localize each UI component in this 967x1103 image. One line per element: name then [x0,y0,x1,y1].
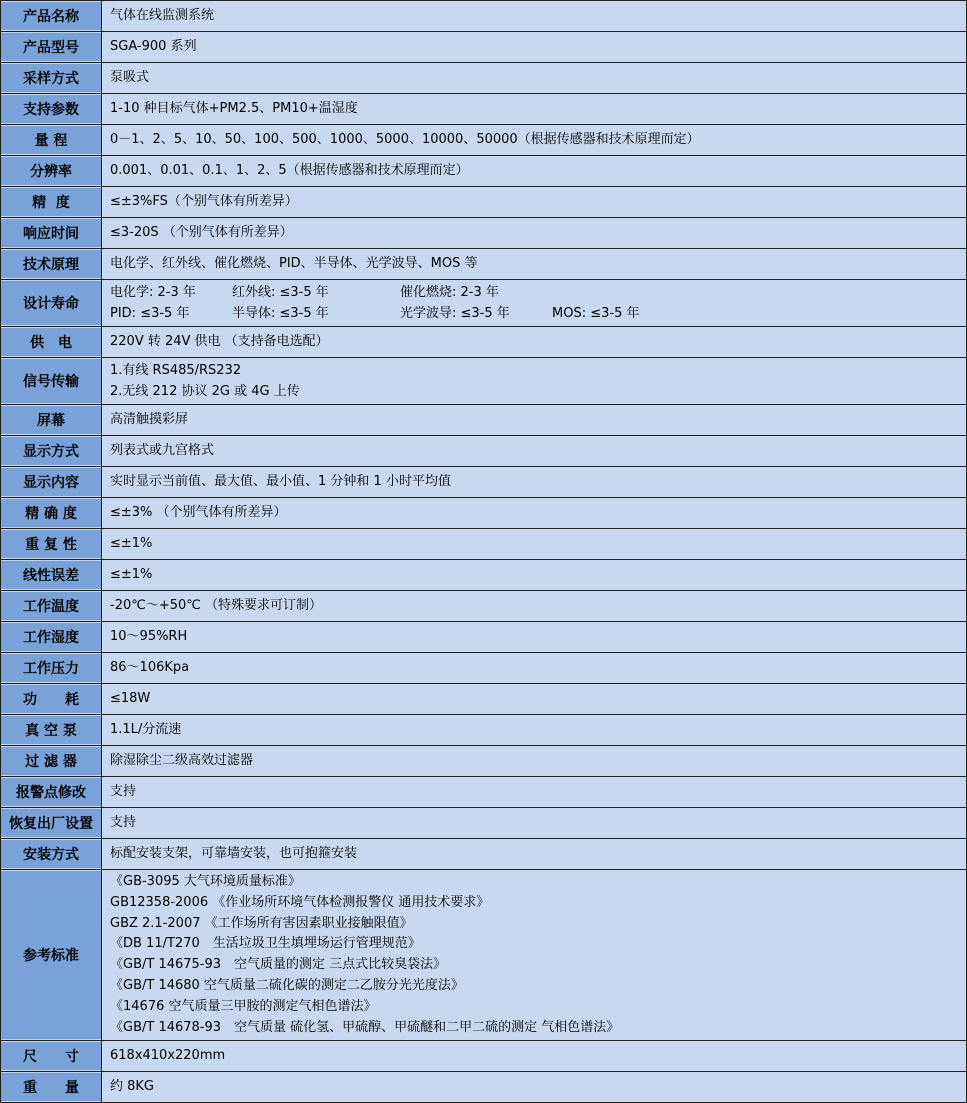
table-row [1,622,967,653]
spec-label: 显示内容 [1,467,102,498]
table-row [1,187,967,218]
lifespan-line [110,282,960,303]
spec-label: 工作湿度 [1,622,102,653]
lifespan-item: 红外线: ≤3-5 年 [232,285,329,300]
lifespan-item: 催化燃烧: 2-3 年 [400,285,499,300]
standard-item: GBZ 2.1-2007 《工作场所有害因素职业接触限值》 [110,915,413,931]
spec-label: 重 复 性 [1,529,102,560]
lifespan-item: MOS: ≤3-5 年 [552,306,640,321]
table-row [1,436,967,467]
lifespan-line [110,303,960,324]
lifespan-item: 电化学: 2-3 年 [110,285,196,300]
table-row [1,467,967,498]
table-row [1,125,967,156]
lifespan-item: 光学波导: ≤3-5 年 [400,306,510,321]
table-row [1,156,967,187]
table-row [1,1041,967,1072]
table-row [1,327,967,358]
table-row [1,94,967,125]
spec-label: 精 确 度 [1,498,102,529]
spec-label: 恢复出厂设置 [1,808,102,839]
spec-label: 量 程 [1,125,102,156]
table-row [1,529,967,560]
standard-item: 《14676 空气质量三甲胺的测定气相色谱法》 [110,998,377,1014]
spec-label: 产品名称 [1,1,102,32]
spec-value [102,280,967,327]
table-row [1,591,967,622]
spec-value: ≤±1% [102,560,967,591]
table-row [1,715,967,746]
spec-table-body [1,1,967,1103]
standard-item: 《GB/T 14675-93 空气质量的测定 三点式比较臭袋法》 [110,957,447,973]
spec-label: 信号传输 [1,358,102,405]
table-row [1,777,967,808]
table-row [1,218,967,249]
spec-label: 采样方式 [1,63,102,94]
spec-value [102,358,967,405]
table-row [1,1072,967,1103]
spec-label: 显示方式 [1,436,102,467]
spec-value: ≤18W [102,684,967,715]
table-row [1,405,967,436]
table-row [1,280,967,327]
standard-item: 《DB 11/T270 生活垃圾卫生填埋场运行管理规范》 [110,936,421,952]
table-row [1,249,967,280]
spec-label: 工作温度 [1,591,102,622]
spec-label: 设计寿命 [1,280,102,327]
value-line: 2.无线 212 协议 2G 或 4G 上传 [110,384,300,399]
spec-label: 报警点修改 [1,777,102,808]
table-row [1,32,967,63]
spec-label: 尺 寸 [1,1041,102,1072]
spec-value: 支持 [102,808,967,839]
spec-value: ≤3-20S （个别气体有所差异） [102,218,967,249]
table-row [1,498,967,529]
spec-value: 86～106Kpa [102,653,967,684]
spec-label: 产品型号 [1,32,102,63]
spec-label: 参考标准 [1,870,102,1041]
spec-label: 线性误差 [1,560,102,591]
spec-label: 分辨率 [1,156,102,187]
spec-label: 工作压力 [1,653,102,684]
lifespan-item: PID: ≤3-5 年 [110,306,190,321]
spec-value: ≤±1% [102,529,967,560]
spec-value: -20℃～+50℃ （特殊要求可订制） [102,591,967,622]
table-row [1,746,967,777]
spec-label: 精 度 [1,187,102,218]
spec-label: 安装方式 [1,839,102,870]
spec-label: 屏幕 [1,405,102,436]
spec-value [102,870,967,1041]
spec-value: 1-10 种目标气体+PM2.5、PM10+温湿度 [102,94,967,125]
table-row [1,560,967,591]
spec-label: 过 滤 器 [1,746,102,777]
spec-label: 支持参数 [1,94,102,125]
table-row [1,808,967,839]
spec-label: 响应时间 [1,218,102,249]
table-row [1,653,967,684]
spec-value: 支持 [102,777,967,808]
lifespan-item: 半导体: ≤3-5 年 [232,306,329,321]
spec-value: 约 8KG [102,1072,967,1103]
table-row [1,684,967,715]
spec-label: 真 空 泵 [1,715,102,746]
spec-value: ≤±3%FS（个别气体有所差异） [102,187,967,218]
spec-value: 0－1、2、5、10、50、100、500、1000、5000、10000、50000（根据传感器和技术原理而定） [102,125,967,156]
spec-label: 功 耗 [1,684,102,715]
spec-value: 618x410x220mm [102,1041,967,1072]
spec-value: 10～95%RH [102,622,967,653]
spec-value: 除湿除尘二级高效过滤器 [102,746,967,777]
standard-item: GB12358-2006 《作业场所环境气体检测报警仪 通用技术要求》 [110,894,490,910]
table-row [1,358,967,405]
spec-value: 泵吸式 [102,63,967,94]
spec-label: 供 电 [1,327,102,358]
spec-label: 技术原理 [1,249,102,280]
spec-value: 标配安装支架，可靠墙安装，也可抱箍安装 [102,839,967,870]
spec-value: 高清触摸彩屏 [102,405,967,436]
spec-value: 气体在线监测系统 [102,1,967,32]
table-row [1,870,967,1041]
table-row [1,1,967,32]
spec-value: 220V 转 24V 供电 （支持备电选配） [102,327,967,358]
spec-value: 1.1L/分流速 [102,715,967,746]
spec-value: 实时显示当前值、最大值、最小值、1 分钟和 1 小时平均值 [102,467,967,498]
spec-value: 0.001、0.01、0.1、1、2、5（根据传感器和技术原理而定） [102,156,967,187]
standard-item: 《GB/T 14680 空气质量二硫化碳的测定二乙胺分光光度法》 [110,977,464,993]
spec-label: 重 量 [1,1072,102,1103]
spec-value: 电化学、红外线、催化燃烧、PID、半导体、光学波导、MOS 等 [102,249,967,280]
spec-value: ≤±3% （个别气体有所差异） [102,498,967,529]
spec-value: SGA-900 系列 [102,32,967,63]
standard-item: 《GB-3095 大气环境质量标准》 [110,874,301,889]
spec-value: 列表式或九宫格式 [102,436,967,467]
table-row [1,63,967,94]
value-line: 1.有线 RS485/RS232 [110,363,242,378]
table-row [1,839,967,870]
standard-item: 《GB/T 14678-93 空气质量 硫化氢、甲硫醇、甲硫醚和二甲二硫的测定 气相色谱法》 [110,1019,620,1035]
